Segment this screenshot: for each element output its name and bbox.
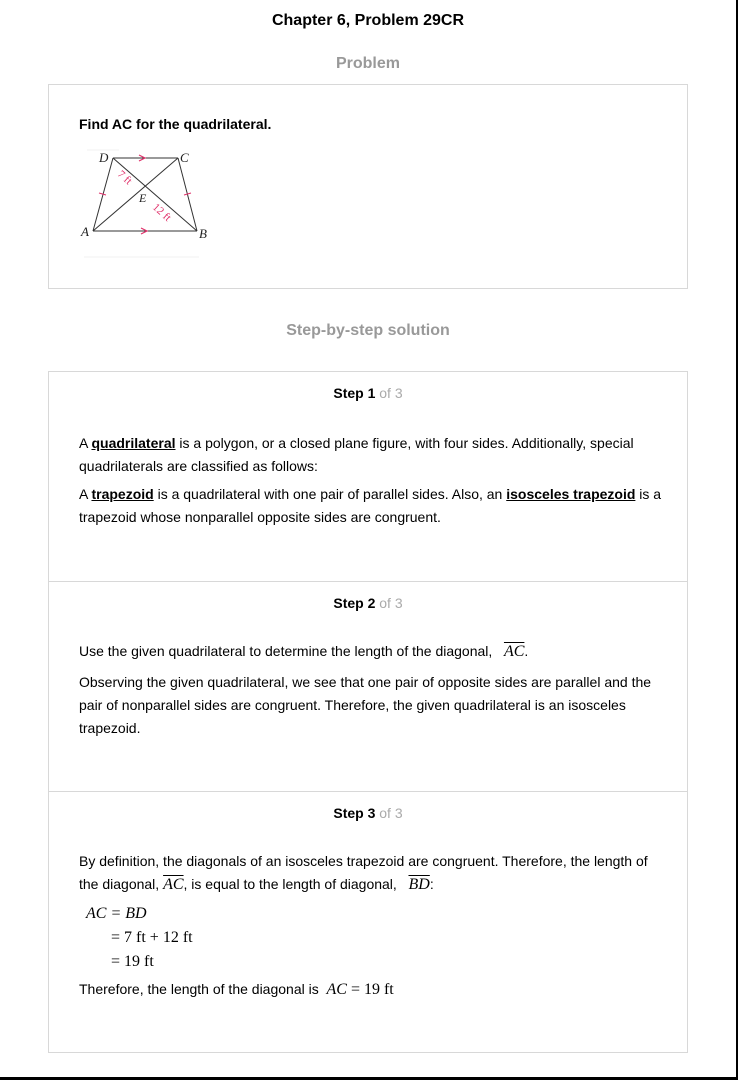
step-count: of 3 — [379, 385, 403, 401]
step-2-header — [49, 595, 687, 611]
step-number: Step 1 — [333, 385, 376, 401]
step-3-conclusion: Therefore, the length of the diagonal is AC = 19 ft — [79, 981, 394, 998]
step-number: Step 3 — [333, 805, 376, 821]
vertex-label-b: B — [199, 226, 207, 241]
step-1 — [49, 372, 687, 581]
step-3 — [49, 791, 687, 1054]
solution-section-title: Step-by-step solution — [286, 322, 450, 339]
vertex-label-d: D — [99, 150, 109, 165]
step-2-paragraph-1: Use the given quadrilateral to determine the length of the diagonal, $\overline{AC}$. — [79, 643, 529, 660]
term-quadrilateral: quadrilateral — [91, 435, 176, 451]
vertex-label-e: E — [139, 191, 147, 205]
vertex-label-a: A — [81, 224, 89, 239]
term-isosceles-trapezoid: isosceles trapezoid — [506, 486, 636, 502]
math-bd: $\overline{BD}$ — [408, 876, 430, 893]
step-3-paragraph-1: By definition, the diagonals of an isosceles trapezoid are congruent. Therefore, the length of the diagonal, $\overline{AC}$, is equal to the length of diagonal, $\overline{BD}$: — [79, 853, 648, 893]
page-title: Chapter 6, Problem 29CR — [271, 12, 465, 29]
problem-text: Find AC for the quadrilateral. — [79, 116, 272, 132]
math-ac: $\overline{AC}$ — [163, 876, 184, 893]
solution-box — [48, 371, 688, 1053]
step-1-header — [49, 385, 687, 401]
step-1-paragraph-1: A quadrilateral is a polygon, or a closed plane figure, with four sides. Additionally, special quadrilaterals are classified as follows: — [79, 435, 634, 474]
segment-label-eb: 12 ft — [149, 201, 174, 224]
segment-label-de: 7 ft — [114, 168, 135, 188]
step-1-paragraph-2: A trapezoid is a quadrilateral with one pair of parallel sides. Also, an isosceles trapezoid is a trapezoid whose nonparallel opposite sides are congruent. — [79, 486, 662, 525]
problem-section-title: Problem — [335, 55, 400, 72]
final-answer-value: = 19 ft — [346, 981, 394, 998]
step-3-header — [49, 805, 687, 821]
trapezoid-figure — [79, 145, 219, 270]
step-count: of 3 — [379, 805, 403, 821]
vertex-label-c: C — [180, 150, 189, 165]
equation-line-2: = 7 ft + 12 ft — [111, 929, 193, 946]
math-ac: $\overline{AC}$ — [503, 643, 525, 660]
step-2 — [49, 581, 687, 792]
problem-box — [48, 84, 688, 289]
equation-line-3: = 19 ft — [111, 953, 154, 970]
step-count: of 3 — [379, 595, 403, 611]
final-answer-var: AC — [326, 981, 347, 998]
equation-line-1: AC = BD — [86, 905, 147, 922]
term-trapezoid: trapezoid — [91, 486, 154, 502]
step-2-paragraph-2: Observing the given quadrilateral, we see that one pair of opposite sides are parallel and the pair of nonparallel sides are congruent. Therefore, the given quadrilateral is an isosceles trapezoid. — [79, 674, 652, 736]
step-number: Step 2 — [333, 595, 376, 611]
